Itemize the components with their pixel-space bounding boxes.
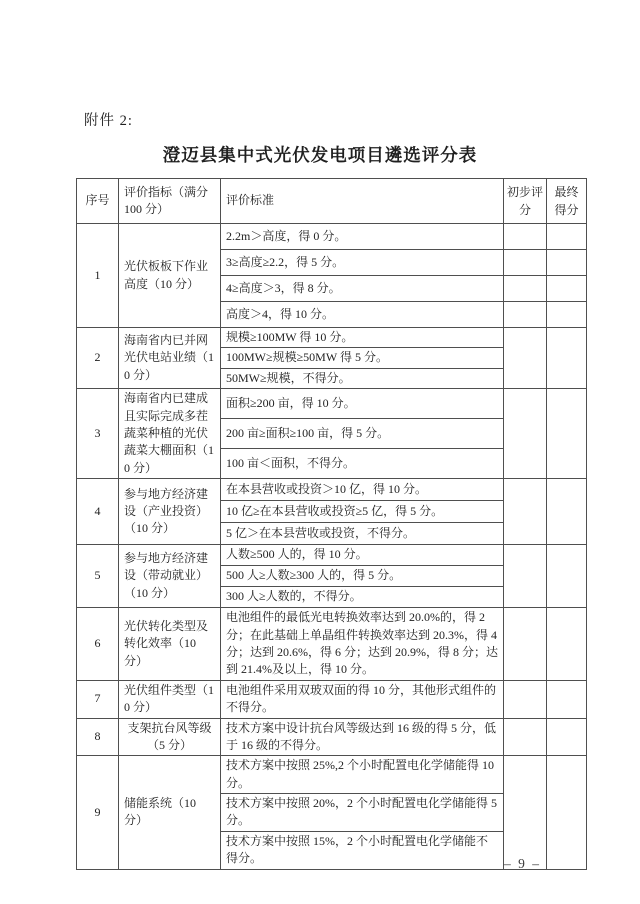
final-score-cell: [547, 545, 587, 608]
preliminary-score-cell: [504, 545, 547, 608]
preliminary-score-cell: [504, 680, 547, 718]
row-index-cell: 2: [77, 328, 119, 389]
criteria-cell: 技术方案中按照 20%，2 个小时配置电化学储能得 5 分。: [221, 794, 504, 832]
criteria-cell: 规模≥100MW 得 10 分。: [221, 328, 504, 348]
criteria-cell: 5 亿＞在本县营收或投资，不得分。: [221, 523, 504, 545]
table-row: [77, 389, 587, 419]
criteria-cell: 高度＞4，得 10 分。: [221, 302, 504, 328]
criteria-cell: 200 亩≥面积≥100 亩，得 5 分。: [221, 419, 504, 449]
criteria-cell: 在本县营收或投资＞10 亿，得 10 分。: [221, 479, 504, 501]
preliminary-score-cell: [504, 328, 547, 389]
final-score-cell: [547, 608, 587, 681]
criteria-cell: 面积≥200 亩，得 10 分。: [221, 389, 504, 419]
final-score-cell: [547, 224, 587, 250]
final-score-cell: [547, 389, 587, 479]
page-number: – 9 –: [504, 856, 541, 871]
criteria-cell: 10 亿≥在本县营收或投资≥5 亿，得 5 分。: [221, 501, 504, 523]
criteria-cell: 2.2m＞高度，得 0 分。: [221, 224, 504, 250]
table-row: [77, 608, 587, 681]
final-score-cell: [547, 680, 587, 718]
row-index-cell: 1: [77, 224, 119, 328]
final-score-cell: [547, 302, 587, 328]
indicator-cell: 参与地方经济建设（产业投资）（10 分）: [119, 479, 221, 545]
final-score-cell: [547, 276, 587, 302]
criteria-cell: 技术方案中按照 25%,2 个小时配置电化学储能得 10 分。: [221, 756, 504, 794]
header-indicator: 评价指标（满分 100 分）: [119, 179, 221, 224]
page-title: 澄迈县集中式光伏发电项目遴选评分表: [162, 145, 478, 165]
indicator-cell: 光伏板板下作业高度（10 分）: [119, 224, 221, 328]
header-index: 序号: [77, 179, 119, 224]
table-row: [77, 224, 587, 250]
preliminary-score-cell: [504, 389, 547, 479]
criteria-cell: 300 人≥人数的，不得分。: [221, 587, 504, 608]
table-row: [77, 545, 587, 566]
row-index-cell: 9: [77, 756, 119, 869]
criteria-cell: 电池组件采用双玻双面的得 10 分，其他形式组件的不得分。: [221, 680, 504, 718]
table-header-row: [77, 179, 587, 224]
header-final-score: 最终得分: [547, 179, 587, 224]
header-criteria: 评价标准: [221, 179, 504, 224]
criteria-cell: 技术方案中按照 15%，2 个小时配置电化学储能不得分。: [221, 831, 504, 869]
indicator-cell: 参与地方经济建设（带动就业）（10 分）: [119, 545, 221, 608]
row-index-cell: 8: [77, 718, 119, 756]
indicator-cell: 海南省内已并网光伏电站业绩（10 分）: [119, 328, 221, 389]
table-row: [77, 328, 587, 348]
row-index-cell: 3: [77, 389, 119, 479]
preliminary-score-cell: [504, 276, 547, 302]
table-row: [77, 756, 587, 794]
preliminary-score-cell: [504, 718, 547, 756]
preliminary-score-cell: [504, 608, 547, 681]
criteria-cell: 100 亩＜面积，不得分。: [221, 449, 504, 479]
header-preliminary-score: 初步评分: [504, 179, 547, 224]
final-score-cell: [547, 718, 587, 756]
indicator-cell: 海南省内已建成且实际完成多茬蔬菜种植的光伏蔬菜大棚面积（10 分）: [119, 389, 221, 479]
row-index-cell: 4: [77, 479, 119, 545]
indicator-cell: 光伏转化类型及转化效率（10 分）: [119, 608, 221, 681]
preliminary-score-cell: [504, 756, 547, 869]
row-index-cell: 5: [77, 545, 119, 608]
criteria-cell: 人数≥500 人的，得 10 分。: [221, 545, 504, 566]
indicator-cell: 支架抗台风等级（5 分）: [119, 718, 221, 756]
attachment-label: 附件 2:: [84, 113, 133, 129]
table-row: [77, 680, 587, 718]
final-score-cell: [547, 250, 587, 276]
criteria-cell: 100MW≥规模≥50MW 得 5 分。: [221, 348, 504, 368]
criteria-cell: 技术方案中设计抗台风等级达到 16 级的得 5 分，低于 16 级的不得分。: [221, 718, 504, 756]
criteria-cell: 4≥高度＞3，得 8 分。: [221, 276, 504, 302]
preliminary-score-cell: [504, 479, 547, 545]
preliminary-score-cell: [504, 250, 547, 276]
final-score-cell: [547, 756, 587, 869]
criteria-cell: 50MW≥规模，不得分。: [221, 368, 504, 388]
criteria-cell: 500 人≥人数≥300 人的，得 5 分。: [221, 566, 504, 587]
preliminary-score-cell: [504, 224, 547, 250]
criteria-cell: 电池组件的最低光电转换效率达到 20.0%的，得 2 分；在此基础上单晶组件转换效率达到 20.3%，得 4 分；达到 20.6%，得 6 分；达到 20.9%，得 8 分；达到 21.4%及以上，得 10 分。: [221, 608, 504, 681]
table-row: [77, 479, 587, 501]
criteria-cell: 3≥高度≥2.2，得 5 分。: [221, 250, 504, 276]
preliminary-score-cell: [504, 302, 547, 328]
indicator-cell: 光伏组件类型（10 分）: [119, 680, 221, 718]
table-row: [77, 718, 587, 756]
scoring-table: [76, 178, 587, 870]
row-index-cell: 7: [77, 680, 119, 718]
indicator-cell: 储能系统（10 分）: [119, 756, 221, 869]
final-score-cell: [547, 328, 587, 389]
final-score-cell: [547, 479, 587, 545]
row-index-cell: 6: [77, 608, 119, 681]
